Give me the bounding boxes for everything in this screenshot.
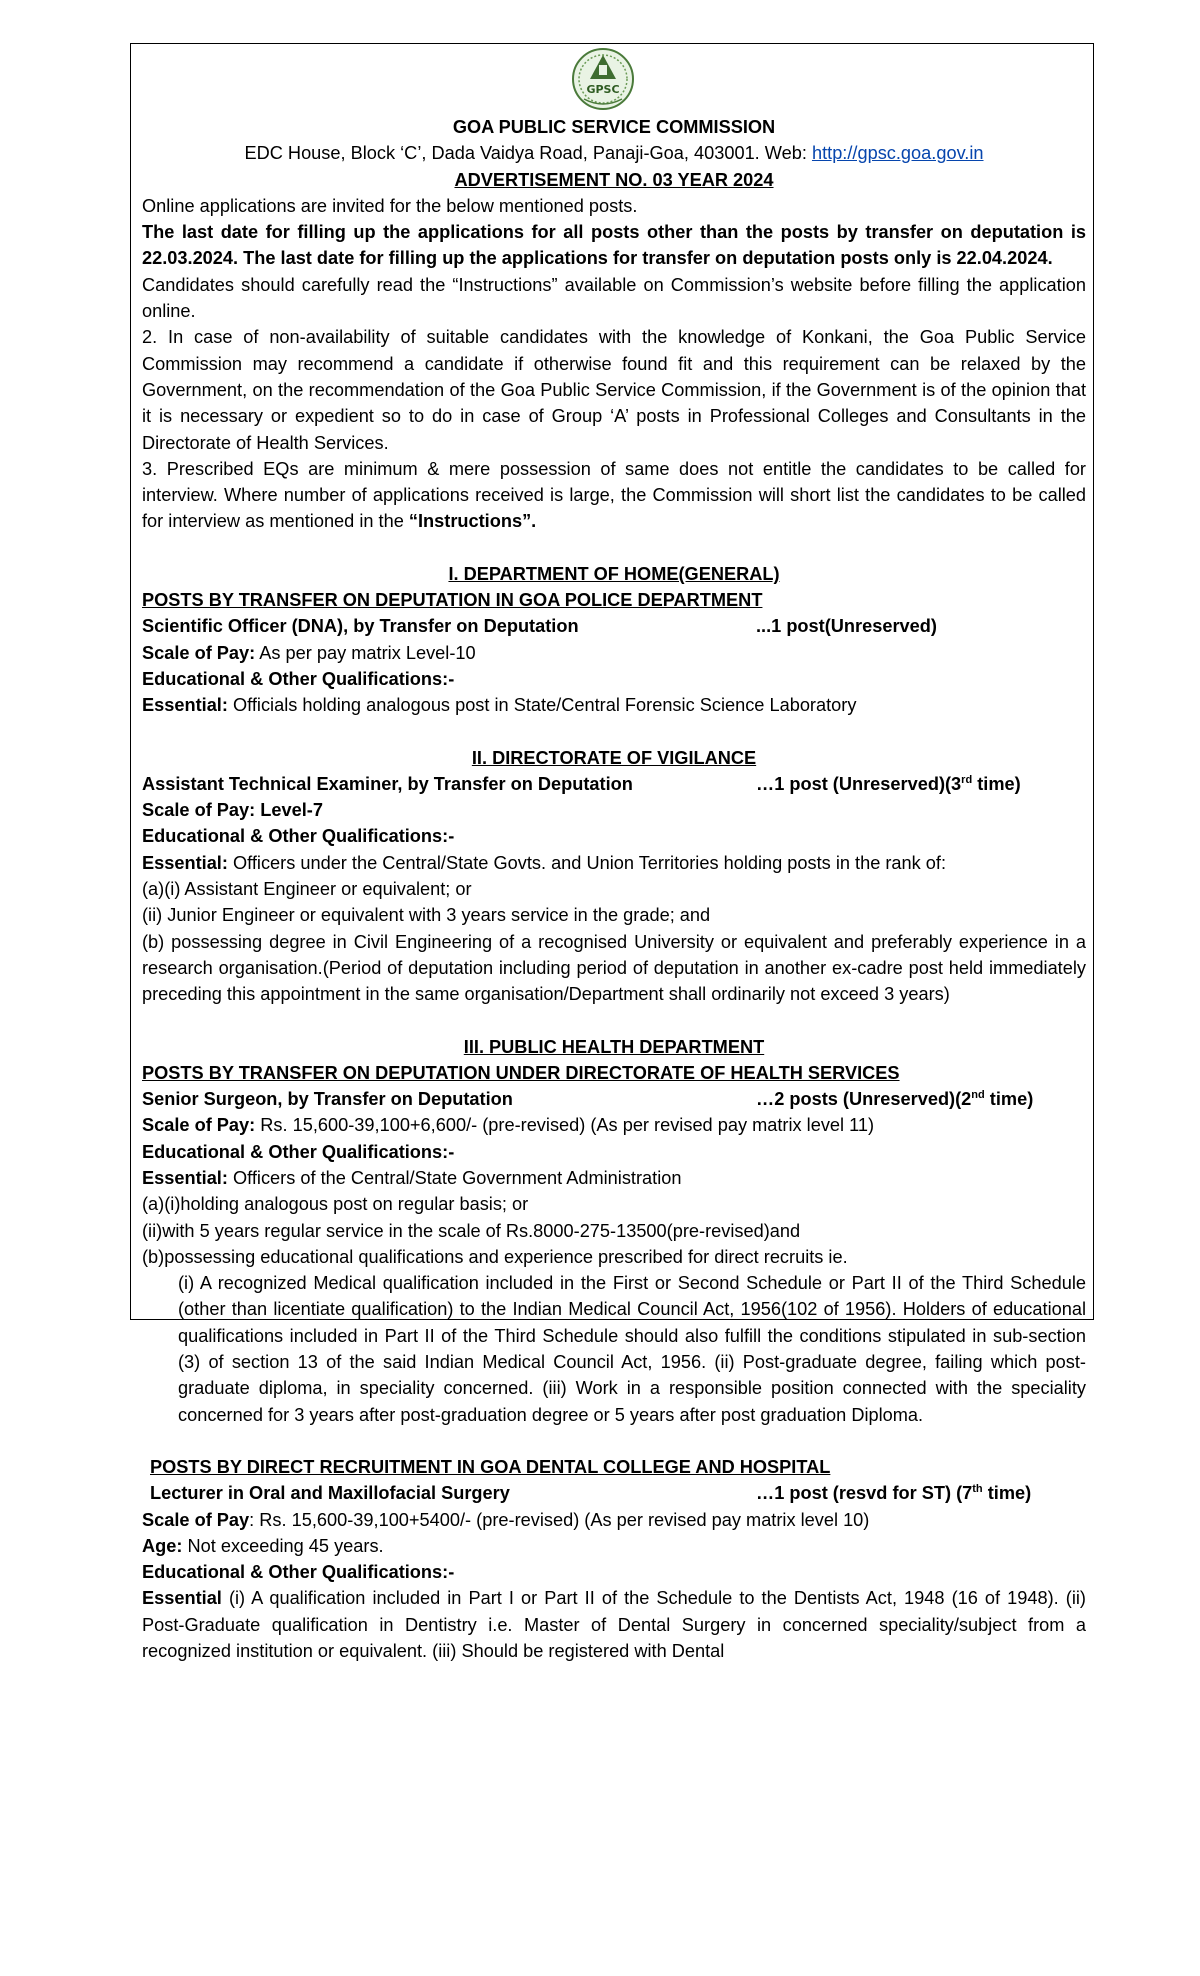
qualification-line-a: (a)(i) Assistant Engineer or equivalent; or	[142, 879, 472, 900]
gpsc-logo-icon	[572, 45, 634, 113]
essential-label: Essential:	[142, 1167, 228, 1188]
pay-label: Scale of Pay	[142, 1509, 250, 1530]
pay-value: Rs. 15,600-39,100+6,600/- (pre-revised) (As per revised pay matrix level 11)	[255, 1115, 875, 1136]
qualification-line-b: (ii) Junior Engineer or equivalent with 3 years service in the grade; and	[142, 905, 711, 926]
essential-label: Essential	[142, 1588, 222, 1609]
post-title: Scientific Officer (DNA), by Transfer on Deputation	[142, 616, 579, 637]
post-count: ...1 post(Unreserved)	[756, 616, 937, 637]
post-count-tail: time)	[972, 773, 1021, 794]
post-count-sup: th	[972, 1483, 983, 1496]
scale-of-pay: Scale of Pay: Level-7	[142, 800, 323, 821]
essential-label: Essential:	[142, 695, 228, 716]
section-3-heading: III. PUBLIC HEALTH DEPARTMENT	[463, 1036, 765, 1057]
eq-notice	[142, 456, 1086, 535]
org-name: GOA PUBLIC SERVICE COMMISSION	[452, 117, 776, 137]
svg-text:GPSC: GPSC	[586, 83, 620, 96]
eq-label: Educational & Other Qualifications:-	[142, 1562, 455, 1583]
post-count-main: …1 post (resvd for ST) (7	[756, 1483, 973, 1504]
advertisement-content	[142, 114, 1086, 1664]
section-3-subheading: POSTS BY TRANSFER ON DEPUTATION UNDER DIRECTORATE OF HEALTH SERVICES	[142, 1062, 900, 1083]
last-date-notice: The last date for filling up the applications for all posts other than the posts by transfer on deputation is 22.03.2024. The last date for filling up the applications for transfer on deputation posts only is 22.04.2024.	[142, 222, 1086, 269]
essential-qualification	[142, 692, 1086, 718]
essential-value: Officials holding analogous post in State/Central Forensic Science Laboratory	[227, 695, 857, 716]
eq-label: Educational & Other Qualifications:-	[142, 826, 455, 847]
intro-invitation: Online applications are invited for the below mentioned posts.	[142, 195, 638, 216]
qualification-line-d: (i) A recognized Medical qualification included in the First or Second Schedule or Part II of the Third Schedule (other than licentiate qualification) to the Indian Medical Council Act, 1956(102 of 1956). Holders of educational qualifications included in Part II of the Third Schedule should also fulfill the conditions stipulated in sub-section (3) of section 13 of the said Indian Medical Council Act, 1956. (ii) Post-graduate degree, failing which post-graduate diploma, in speciality concerned. (iii) Work in a responsible position connected with the speciality concerned for 3 years after post-graduation degree or 5 years after post graduation Diploma.	[178, 1273, 1086, 1425]
post-count-main: …1 post (Unreserved)(3	[756, 773, 962, 794]
age-label: Age:	[142, 1535, 183, 1556]
post-row-scientific-officer	[142, 613, 1086, 639]
pay-label: Scale of Pay:	[142, 642, 256, 663]
post-count	[756, 771, 1086, 797]
section-2-heading: II. DIRECTORATE OF VIGILANCE	[471, 747, 757, 768]
post-count-tail: time)	[984, 1089, 1034, 1110]
age-limit	[142, 1533, 1086, 1559]
eq-notice-text: 3. Prescribed EQs are minimum & mere possession of same does not entitle the candidates to be called for interview. Where number of applications received is large, the Commission will short list the candidates to be called for interview as mentioned in the	[142, 458, 1086, 532]
essential-value: (i) A qualification included in Part I or Part II of the Schedule to the Dentists Act, 1948 (16 of 1948). (ii) Post-Graduate qualification in Dentistry i.e. Master of Dental Surgery in concerned speciality/subject from a recognized institution or equivalent. (iii) Should be registered with Dental	[142, 1588, 1086, 1662]
scale-of-pay	[142, 1112, 1086, 1138]
essential-value: Officers of the Central/State Government Administration	[227, 1167, 682, 1188]
section-1-heading: I. DEPARTMENT OF HOME(GENERAL)	[448, 563, 780, 584]
post-row-ate	[142, 771, 1086, 797]
advertisement-number: ADVERTISEMENT NO. 03 YEAR 2024	[454, 169, 774, 190]
post-row-senior-surgeon	[142, 1086, 1086, 1112]
post-title: Senior Surgeon, by Transfer on Deputation	[142, 1089, 513, 1110]
instructions-notice: Candidates should carefully read the “Instructions” available on Commission’s website before filling the application online.	[142, 274, 1086, 322]
post-count	[756, 1086, 1086, 1112]
essential-qualification	[142, 1165, 1086, 1191]
qualification-line-a: (a)(i)holding analogous post on regular basis; or	[142, 1194, 529, 1215]
address-line	[142, 140, 1086, 166]
eq-label: Educational & Other Qualifications:-	[142, 668, 455, 689]
post-title: Assistant Technical Examiner, by Transfer on Deputation	[142, 773, 633, 794]
post-count-sup: rd	[961, 773, 973, 786]
pay-label: Scale of Pay:	[142, 1115, 256, 1136]
qualification-line-c: (b) possessing degree in Civil Engineering of a recognised University or equivalent and preferably experience in a research organisation.(Period of deputation including period of deputation in another ex-cadre post held immediately preceding this appointment in the same organisation/Department shall ordinarily not exceed 3 years)	[142, 931, 1086, 1005]
qualification-line-b: (ii)with 5 years regular service in the scale of Rs.8000-275-13500(pre-revised)and	[142, 1220, 801, 1241]
pay-value: As per pay matrix Level-10	[255, 642, 476, 663]
address-text: EDC House, Block ‘C’, Dada Vaidya Road, Panaji-Goa, 403001. Web:	[244, 143, 812, 164]
essential-qualification	[142, 850, 1086, 876]
website-link[interactable]: http://gpsc.goa.gov.in	[811, 143, 984, 164]
post-count-sup: nd	[971, 1089, 985, 1102]
scale-of-pay	[142, 1507, 1086, 1533]
konkani-notice: 2. In case of non-availability of suitable candidates with the knowledge of Konkani, the Goa Public Service Commission may recommend a candidate if otherwise found fit and this requirement can be relaxed by the Government, on the recommendation of the Goa Public Service Commission, if the Government is of the opinion that it is necessary or expedient so to do in case of Group ‘A’ posts in Professional Colleges and Consultants in the Directorate of Health Services.	[142, 327, 1086, 453]
pay-value: : Rs. 15,600-39,100+5400/- (pre-revised) (As per revised pay matrix level 10)	[249, 1509, 870, 1530]
scale-of-pay	[142, 640, 1086, 666]
essential-label: Essential:	[142, 852, 228, 873]
age-value: Not exceeding 45 years.	[182, 1535, 384, 1556]
qualification-line-c: (b)possessing educational qualifications and experience prescribed for direct recruits ie.	[142, 1246, 848, 1267]
essential-qualification	[142, 1585, 1086, 1664]
post-title: Lecturer in Oral and Maxillofacial Surgery	[150, 1483, 510, 1504]
section-1-subheading: POSTS BY TRANSFER ON DEPUTATION IN GOA POLICE DEPARTMENT	[142, 590, 763, 611]
post-row-lecturer	[142, 1480, 1086, 1506]
post-count	[756, 1480, 1086, 1506]
post-count-tail: time)	[982, 1483, 1032, 1504]
eq-notice-bold: “Instructions”.	[408, 511, 537, 532]
essential-value: Officers under the Central/State Govts. and Union Territories holding posts in the rank of:	[227, 852, 947, 873]
post-count-main: …2 posts (Unreserved)(2	[756, 1089, 972, 1110]
eq-label: Educational & Other Qualifications:-	[142, 1141, 455, 1162]
section-4-subheading: POSTS BY DIRECT RECRUITMENT IN GOA DENTAL COLLEGE AND HOSPITAL	[150, 1456, 831, 1477]
